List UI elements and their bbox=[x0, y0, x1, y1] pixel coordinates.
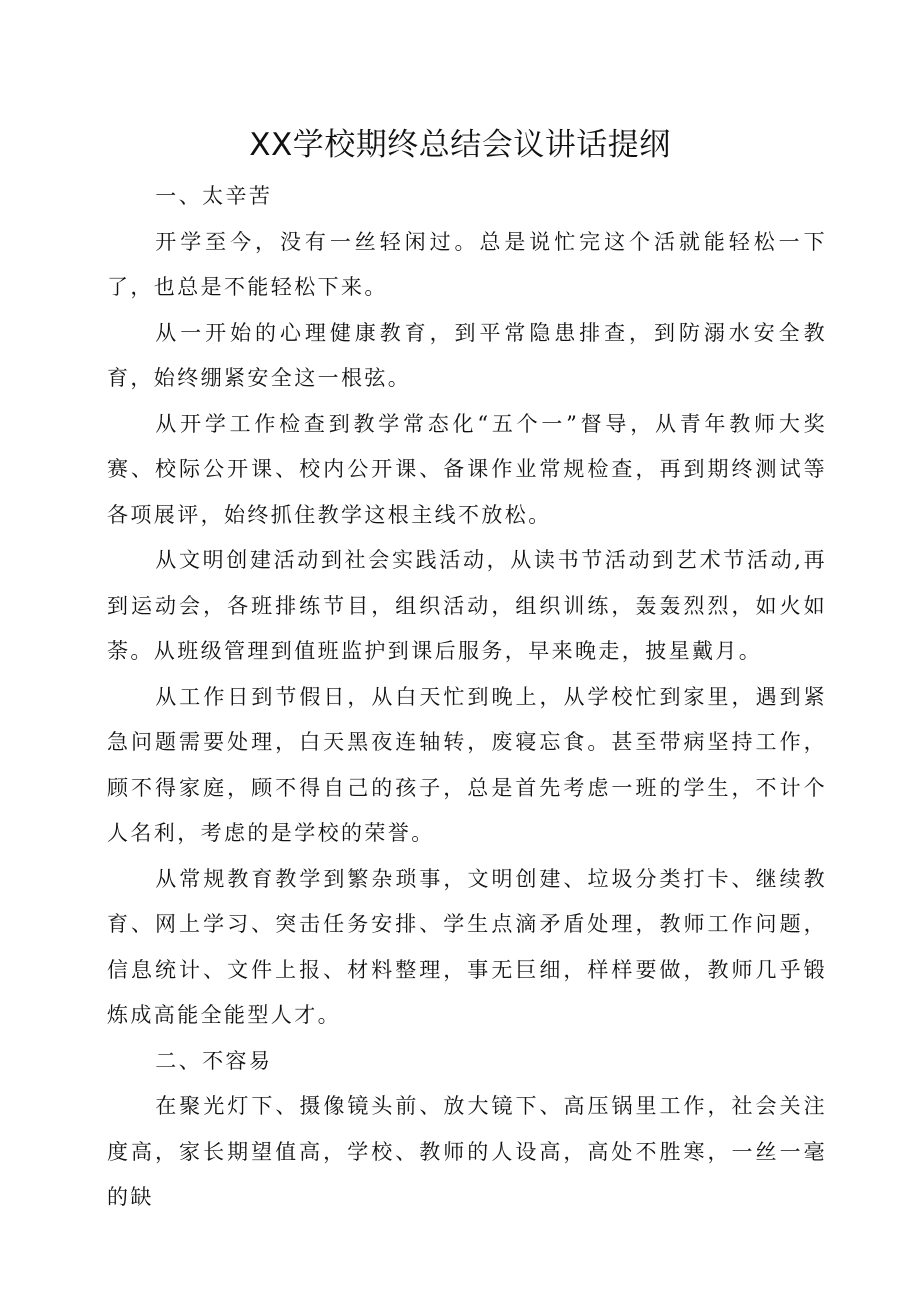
paragraph: 开学至今，没有一丝轻闲过。总是说忙完这个活就能轻松一下了，也总是不能轻松下来。 bbox=[107, 229, 827, 299]
section-heading: 二、不容易 bbox=[155, 1048, 273, 1073]
paragraph: 从工作日到节假日，从白天忙到晚上，从学校忙到家里，遇到紧急问题需要处理，白天黑夜连轴转，废寝忘食。甚至带病坚持工作，顾不得家庭，顾不得自己的孩子，总是首先考虑一班的学生，不计个人名利，考虑的是学校的荣誉。 bbox=[107, 684, 827, 845]
paragraph: 从一开始的心理健康教育，到平常隐患排查，到防溺水安全教育，始终绷紧安全这一根弦。 bbox=[107, 320, 827, 390]
paragraph: 从开学工作检查到教学常态化“五个一”督导，从青年教师大奖赛、校际公开课、校内公开课、备课作业常规检查，再到期终测试等各项展评，始终抓住教学这根主线不放松。 bbox=[107, 411, 827, 527]
section-heading: 一、太辛苦 bbox=[155, 184, 273, 208]
document-title: XX学校期终总结会议讲话提纲 bbox=[249, 127, 671, 163]
paragraph: 从文明创建活动到社会实践活动，从读书节活动到艺术节活动,再到运动会，各班排练节目，组织活动，组织训练，轰轰烈烈，如火如荼。从班级管理到值班监护到课后服务，早来晚走，披星戴月。 bbox=[107, 548, 827, 663]
paragraph: 从常规教育教学到繁杂琐事，文明创建、垃圾分类打卡、继续教育、网上学习、突击任务安排、学生点滴矛盾处理，教师工作问题，信息统计、文件上报、材料整理，事无巨细，样样要做，教师几乎锻炼成高能全能型人才。 bbox=[107, 866, 827, 1027]
paragraph: 在聚光灯下、摄像镜头前、放大镜下、高压锅里工作，社会关注度高，家长期望值高，学校、教师的人设高，高处不胜寒，一丝一毫的缺 bbox=[107, 1094, 827, 1209]
document-body bbox=[107, 174, 827, 1221]
